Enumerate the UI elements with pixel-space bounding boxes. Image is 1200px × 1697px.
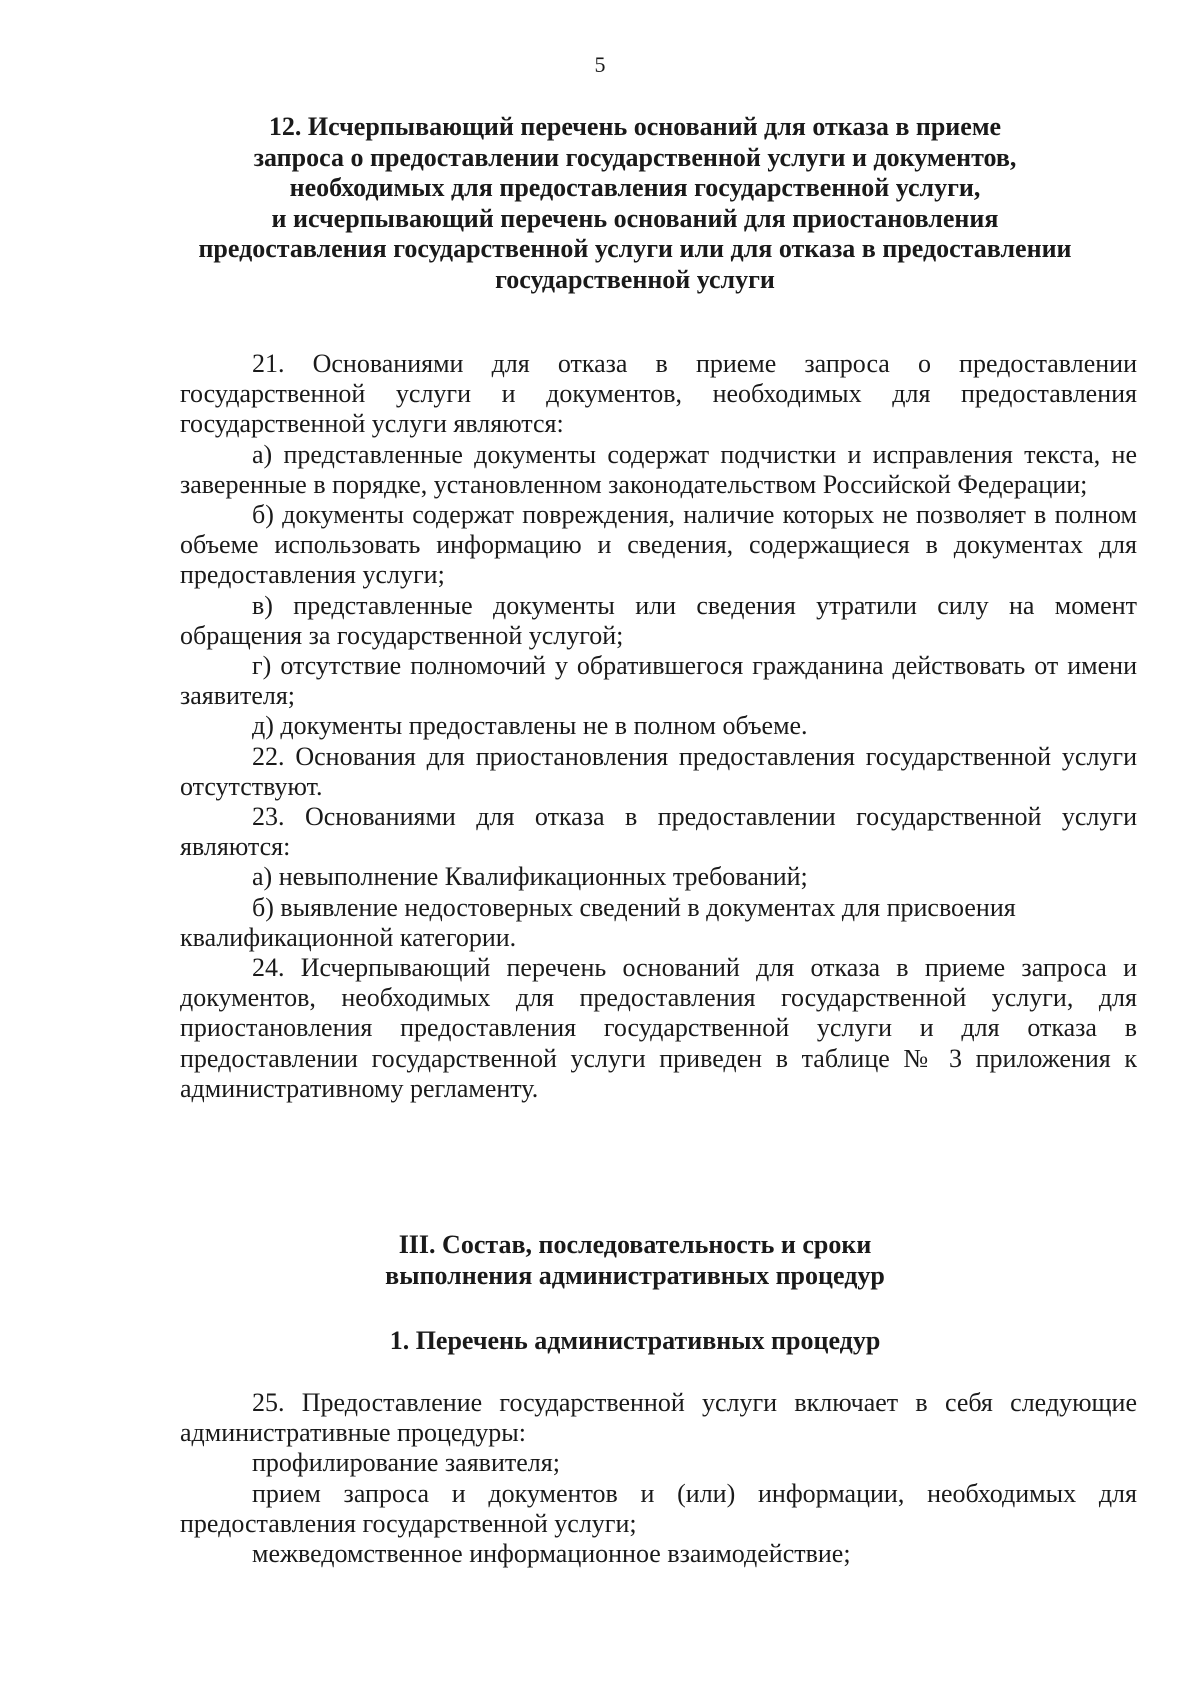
procedure-item: прием запроса и документов и (или) информации, необходимых для предоставления государственной услуги; (180, 1478, 1137, 1538)
paragraph-22: 22. Основания для приостановления предоставления государственной услуги отсутствуют. (180, 741, 1137, 801)
list-item-v: в) представленные документы или сведения утратили силу на момент обращения за государственной услугой; (180, 590, 1137, 650)
section-3-heading (150, 1230, 1120, 1291)
list-item-g: г) отсутствие полномочий у обратившегося гражданина действовать от имени заявителя; (180, 651, 1137, 711)
procedure-item: профилирование заявителя; (252, 1448, 560, 1478)
list-item-d: д) документы предоставлены не в полном объеме. (252, 711, 808, 741)
paragraph-23: 23. Основаниями для отказа в предоставлении государственной услуги являются: (180, 802, 1137, 862)
list-item-b: б) документы содержат повреждения, наличие которых не позволяет в полном объеме использовать информацию и сведения, содержащиеся в документах для предоставления услуги; (180, 500, 1137, 590)
list-item-a: а) представленные документы содержат подчистки и исправления текста, не заверенные в порядке, установленном законодательством Российской Федерации; (180, 439, 1137, 499)
heading-line: и исчерпывающий перечень оснований для приостановления (271, 203, 999, 233)
section-12-heading (150, 112, 1120, 295)
list-item-b: б) выявление недостоверных сведений в документах для присвоения квалификационной категории. (180, 892, 1016, 952)
list-item-a: а) невыполнение Квалификационных требований; (252, 862, 808, 892)
page-number: 5 (594, 52, 606, 77)
heading-line: запроса о предоставлении государственной услуги и документов, (253, 142, 1017, 172)
section-12-body (180, 349, 1137, 1104)
paragraph-24: 24. Исчерпывающий перечень оснований для отказа в приеме запроса и документов, необходимых для предоставления государственной услуги, для приостановления предоставления государственной услуги и для отказа в предоставлении государственной услуги приведен в таблице № 3 приложения к административному регламенту. (180, 953, 1137, 1103)
procedure-item: межведомственное информационное взаимодействие; (252, 1539, 851, 1569)
section-3-body (180, 1388, 1137, 1569)
heading-line: государственной услуги (495, 264, 775, 294)
heading-line: 12. Исчерпывающий перечень оснований для отказа в приеме (268, 112, 1002, 141)
paragraph-21: 21. Основаниями для отказа в приеме запроса о предоставлении государственной услуги и документов, необходимых для предоставления государственной услуги являются: (180, 349, 1137, 439)
heading-line: III. Состав, последовательность и сроки (398, 1230, 872, 1259)
heading-line: выполнения административных процедур (385, 1260, 885, 1290)
subsection-title (150, 1326, 1120, 1357)
heading-line: необходимых для предоставления государственной услуги, (289, 173, 981, 202)
paragraph-25: 25. Предоставление государственной услуги включает в себя следующие административные процедуры: (180, 1388, 1137, 1448)
heading-line: предоставления государственной услуги или для отказа в предоставлении (198, 234, 1072, 263)
heading-line: 1. Перечень административных процедур (389, 1326, 881, 1355)
